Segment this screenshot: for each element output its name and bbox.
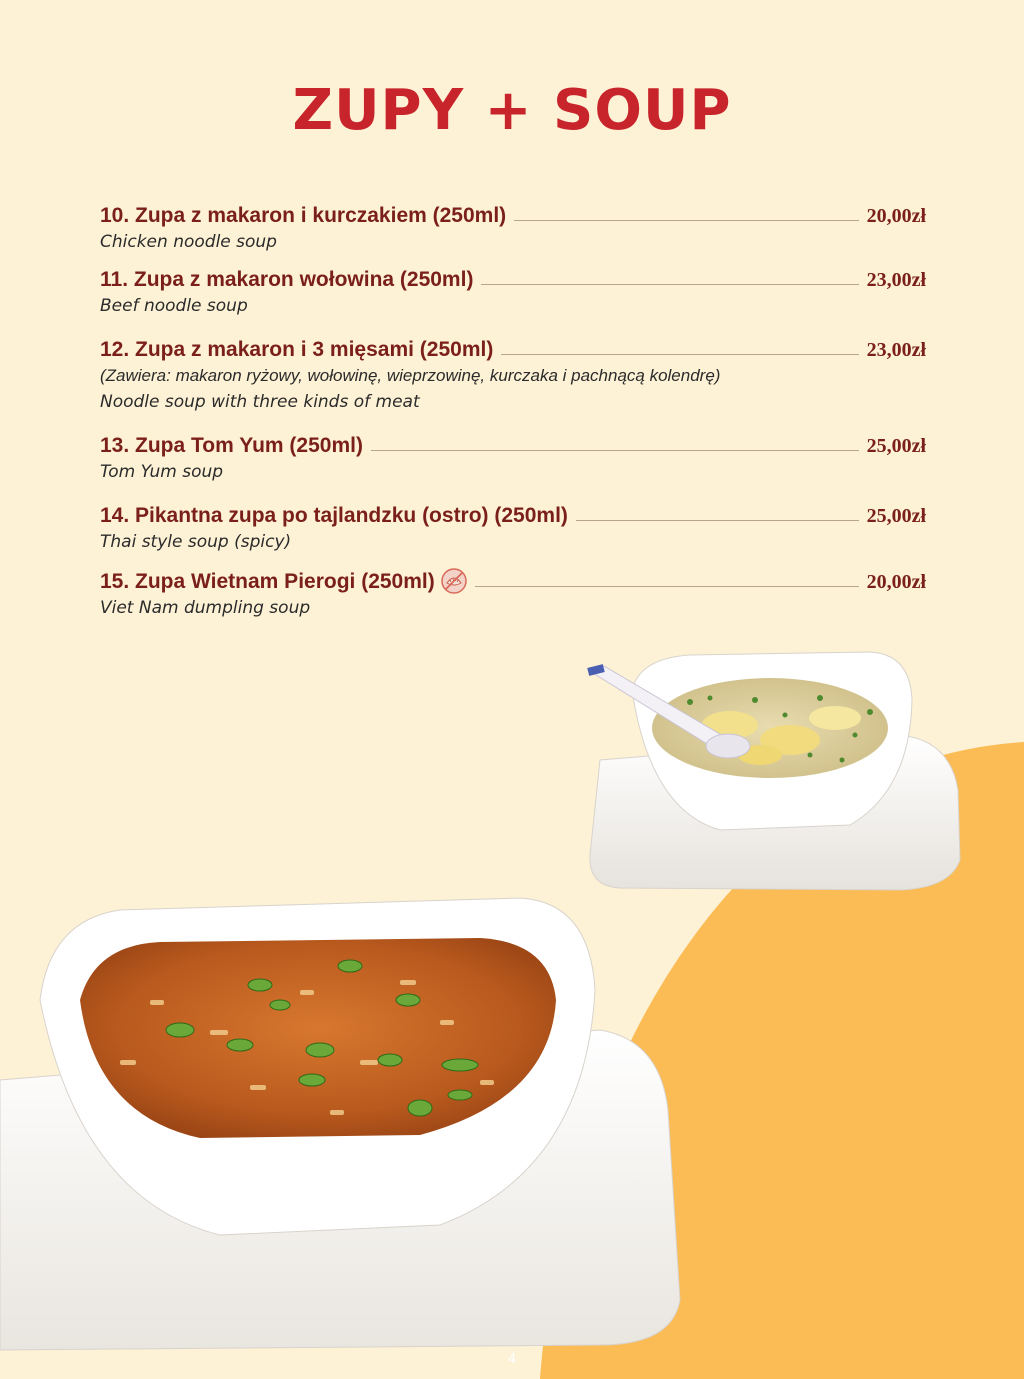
item-name: 10. Zupa z makaron i kurczakiem (250ml) xyxy=(100,204,507,227)
item-price: 25,00zł xyxy=(866,435,926,457)
menu-item xyxy=(100,198,926,254)
item-name: 14. Pikantna zupa po tajlandzku (ostro) (250ml) xyxy=(100,504,568,527)
soup-menu xyxy=(100,198,926,628)
menu-item xyxy=(100,428,926,484)
dotted-leader xyxy=(576,519,859,521)
item-english: Viet Nam dumpling soup xyxy=(100,598,311,618)
item-name: 13. Zupa Tom Yum (250ml) xyxy=(100,434,363,457)
dotted-leader xyxy=(514,219,858,221)
item-english: Chicken noodle soup xyxy=(100,232,277,252)
dumpling-soup-photo xyxy=(580,640,970,900)
page-title: ZUPY + SOUP xyxy=(292,78,732,143)
item-english: Beef noodle soup xyxy=(100,296,248,316)
menu-item xyxy=(100,564,926,620)
item-note: (Zawiera: makaron ryżowy, wołowinę, wieprzowinę, kurczaka i pachnącą kolendrę) xyxy=(100,366,721,385)
item-name: 12. Zupa z makaron i 3 mięsami (250ml) xyxy=(100,338,494,361)
dumpling-icon xyxy=(441,568,467,594)
item-price: 25,00zł xyxy=(866,505,926,527)
dotted-leader xyxy=(501,353,858,355)
item-name: 11. Zupa z makaron wołowina (250ml) xyxy=(100,268,474,291)
item-english: Tom Yum soup xyxy=(100,462,224,482)
dotted-leader xyxy=(475,585,859,587)
item-english: Thai style soup (spicy) xyxy=(100,532,292,552)
item-price: 23,00zł xyxy=(866,269,926,291)
menu-item xyxy=(100,262,926,318)
spicy-soup-photo xyxy=(0,880,690,1355)
page-number: 4 xyxy=(507,1352,517,1367)
item-name: 15. Zupa Wietnam Pierogi (250ml) xyxy=(100,570,435,593)
item-english: Noodle soup with three kinds of meat xyxy=(100,392,420,412)
menu-item xyxy=(100,498,926,554)
item-price: 20,00zł xyxy=(866,205,926,227)
menu-item xyxy=(100,332,926,414)
dotted-leader xyxy=(481,283,858,285)
item-price: 20,00zł xyxy=(866,571,926,593)
item-price: 23,00zł xyxy=(866,339,926,361)
dotted-leader xyxy=(371,449,859,451)
